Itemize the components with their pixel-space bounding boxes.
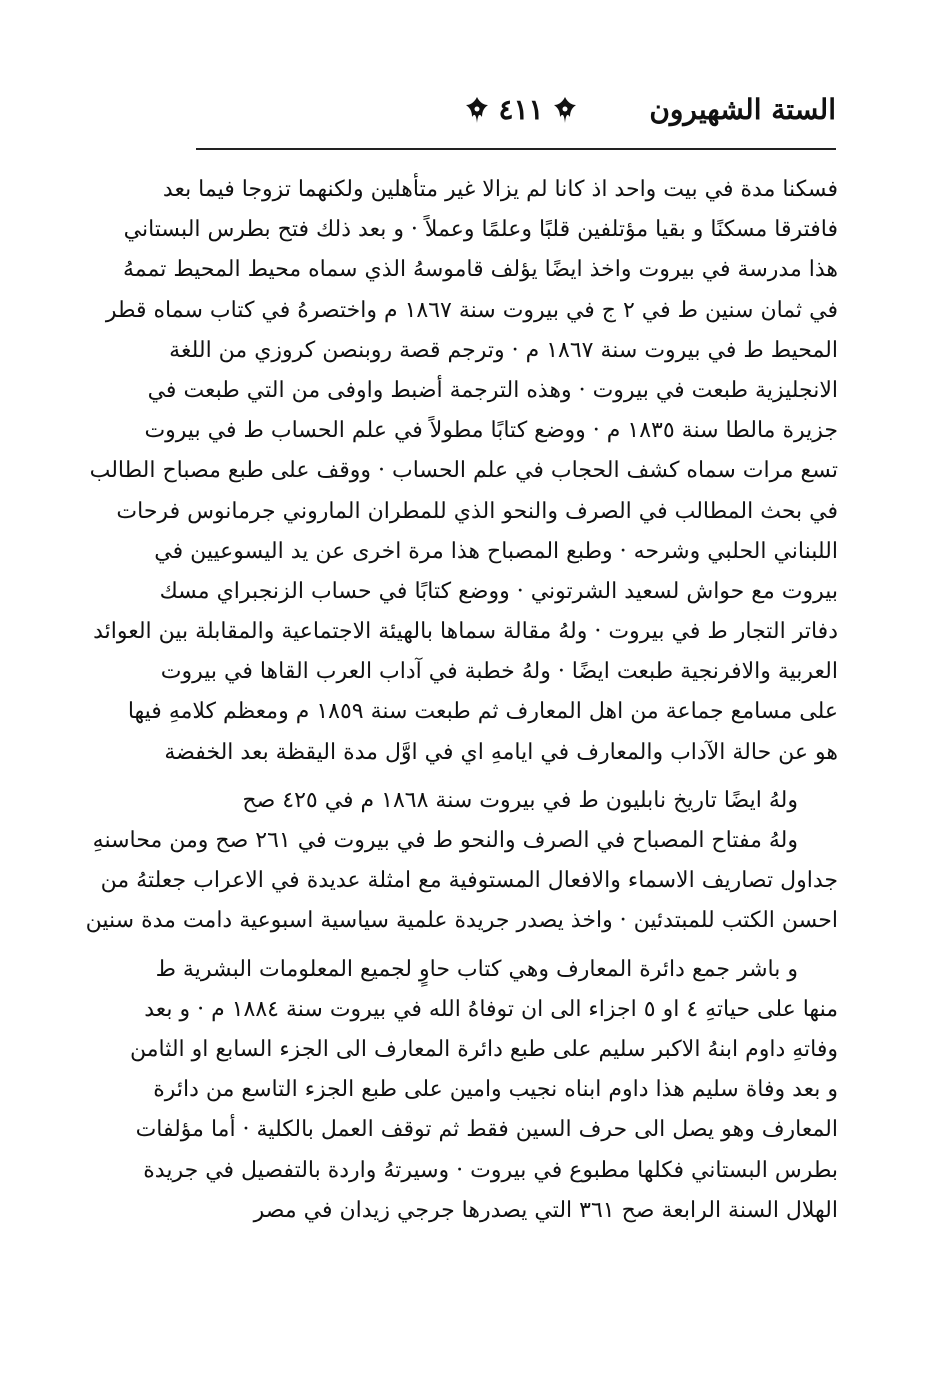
text-line: ولهُ ايضًا تاريخ نابليون ط في بيروت سنة ١٨٦٨ م في ٤٢٥ صح [242,787,798,813]
text-line: احسن الكتب للمبتدئين · واخذ يصدر جريدة علمية سياسية اسبوعية دامت مدة سنين [85,908,838,934]
body-text [85,170,838,1231]
text-line: المحيط ط في بيروت سنة ١٨٦٧ م · وترجم قصة روبنصن كروزي من اللغة [169,337,838,363]
paragraph-3 [85,821,838,942]
text-line: منها على حياتهِ ٤ او ٥ اجزاء الى ان توفاهُ الله في بيروت سنة ١٨٨٤ م · و بعد [144,996,838,1022]
text-line: هذا مدرسة في بيروت واخذ ايضًا يؤلف قاموسهُ الذي سماه محيط المحيط تممهُ [123,257,838,283]
text-line: هو عن حالة الآداب والمعارف في ايامهِ اي في اوَّل مدة اليقظة بعد الخفضة [164,739,838,765]
paragraph-1 [89,170,838,773]
text-line: دفاتر التجار ط في بيروت · ولهُ مقالة سماها بالهيئة الاجتماعية والمقابلة بين العوائد [93,619,838,645]
text-line: فافترقا مسكنًا و بقيا مؤتلفين قلبًا وعلمًا وعملاً · و بعد ذلك فتح بطرس البستاني [123,217,838,243]
floral-ornament-icon [552,95,578,125]
text-line: في بحث المطالب في الصرف والنحو الذي للمطران الماروني جرمانوس فرحات [116,498,838,524]
text-line: اللبناني الحلبي وشرحه · وطبع المصباح هذا مرة اخرى عن يد اليسوعيين في [154,538,838,564]
text-line: بيروت مع حواش لسعيد الشرتوني · ووضع كتابًا في حساب الزنجبراي مسك [159,578,838,604]
text-line: تسع مرات سماه كشف الحجاب في علم الحساب · ووقف على طبع مصباح الطالب [89,458,838,484]
text-line: العربية والافرنجية طبعت ايضًا · ولهُ خطبة في آداب العرب القاها في بيروت [160,659,838,685]
floral-ornament-icon [464,95,490,125]
text-line: وفاتهِ داوم ابنهُ الاكبر سليم على طبع دائرة المعارف الى الجزء السابع او الثامن [129,1036,838,1062]
page-header [196,88,836,136]
page-number: ٤١١ [498,93,544,126]
text-line: الانجليزية طبعت في بيروت · وهذه الترجمة أضبط واوفى من التي طبعت في [147,377,838,403]
text-line: فسكنا مدة في بيت واحد اذ كانا لم يزالا غير متأهلين ولكنهما تزوجا فيما بعد [162,177,838,202]
text-line: جزيرة مالطا سنة ١٨٣٥ م · ووضع كتابًا مطولاً في علم الحساب ط في بيروت [144,418,838,444]
page-number-block [446,88,596,132]
text-line: ولهُ مفتاح المصباح في الصرف والنحو ط في بيروت في ٢٦١ صح ومن محاسنهِ [92,828,798,853]
running-title: الستة الشهيرون [649,93,836,126]
text-line: الهلال السنة الرابعة صح ٣٦١ التي يصدرها جرجي زيدان في مصر [253,1197,838,1223]
paragraph-4 [129,950,838,1231]
header-rule [196,148,836,150]
text-line: المعارف وهو يصل الى حرف السين فقط ثم توقف العمل بالكلية · أما مؤلفات [135,1117,838,1143]
text-line: جداول تصاريف الاسماء والافعال المستوفية مع امثلة عديدة في الاعراب جعلتهُ من [100,868,838,894]
text-line: في ثمان سنين ط في ٢ ج في بيروت سنة ١٨٦٧ م واختصرهُ في كتاب سماه قطر [105,297,838,323]
paragraph-2 [186,781,838,821]
text-line: و بعد وفاة سليم هذا داوم ابناه نجيب وامين على طبع الجزء التاسع من دائرة [153,1077,838,1103]
text-line: على مسامع جماعة من اهل المعارف ثم طبعت سنة ١٨٥٩ م ومعظم كلامهِ فيها [127,699,838,725]
text-line: و باشر جمع دائرة المعارف وهي كتاب حاوٍ لجميع المعلومات البشرية ط [155,956,798,982]
text-line: بطرس البستاني فكلها مطبوع في بيروت · وسيرتهُ واردة بالتفصيل في جريدة [143,1157,838,1183]
